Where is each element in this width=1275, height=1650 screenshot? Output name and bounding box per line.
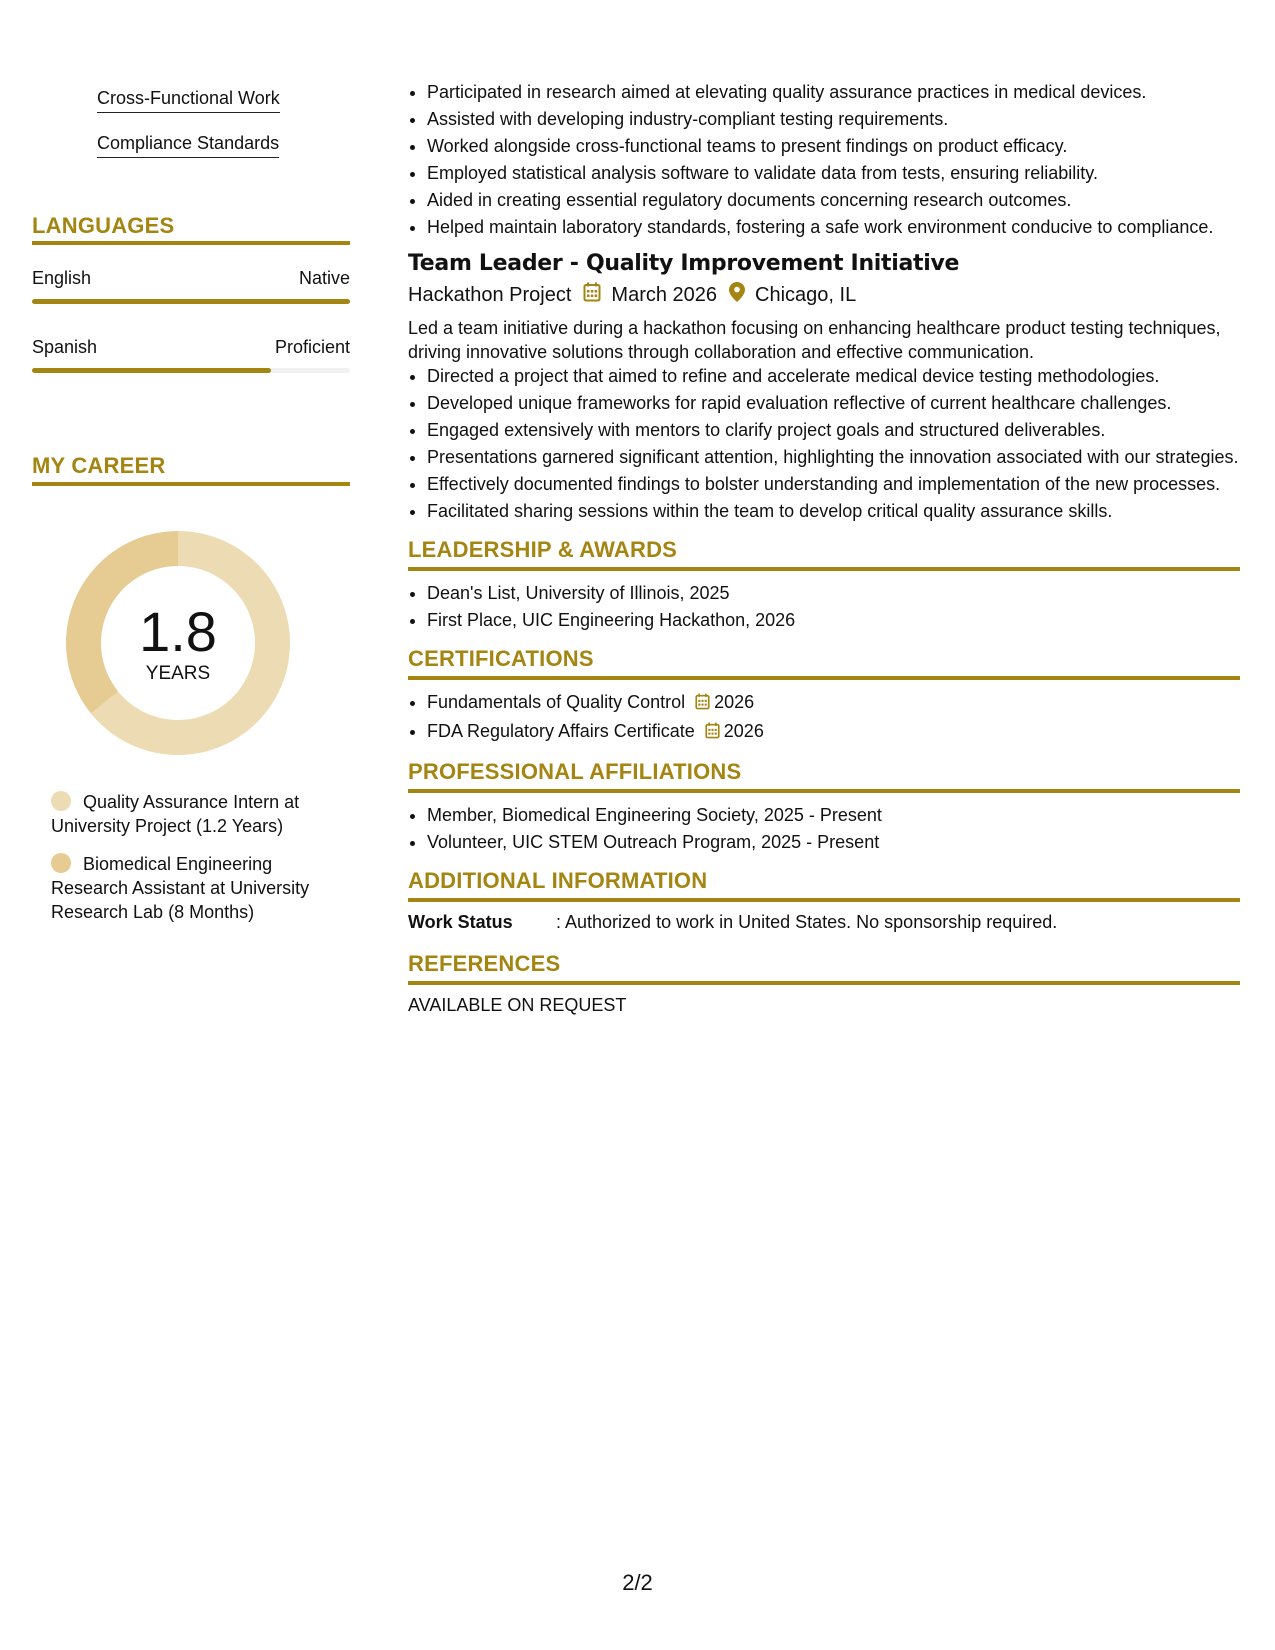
certification-year: 2026 [714, 692, 755, 712]
bullet-item: • Employed statistical analysis software to validate data from tests, ensuring reliability. [427, 161, 1240, 185]
main-content [408, 80, 1240, 1016]
references-section [408, 951, 1240, 1016]
bullet-item: • Presentations garnered significant attention, highlighting the innovation associated with our strategies. [427, 445, 1240, 469]
section-divider [408, 789, 1240, 793]
section-divider [32, 241, 350, 245]
section-title: CERTIFICATIONS [408, 646, 594, 671]
section-title: REFERENCES [408, 951, 561, 976]
experience-bullets [408, 80, 1240, 239]
work-status-row [408, 912, 1240, 933]
calendar-icon [705, 721, 720, 745]
additional-section [408, 868, 1240, 933]
references-text: AVAILABLE ON REQUEST [408, 995, 627, 1015]
section-divider [408, 981, 1240, 985]
work-status-value: : Authorized to work in United States. No sponsorship required. [556, 912, 1058, 932]
certifications-section [408, 646, 1240, 745]
job-meta [408, 282, 1240, 308]
page-number: 2/2 [622, 1570, 653, 1595]
section-title: ADDITIONAL INFORMATION [408, 868, 708, 893]
legend-label: Biomedical Engineering Research Assistant at University Research Lab (8 Months) [51, 854, 310, 922]
certifications-list [408, 690, 1240, 745]
languages-title: LANGUAGES [32, 213, 175, 238]
certification-name: FDA Regulatory Affairs Certificate [427, 721, 695, 741]
language-bar [32, 299, 350, 304]
job-entry [408, 251, 1240, 523]
language-level: Proficient [274, 337, 350, 357]
leadership-section [408, 537, 1240, 632]
section-divider [32, 482, 350, 486]
legend-dot [51, 791, 71, 811]
bullet-item: • Directed a project that aimed to refine and accelerate medical device testing methodologies. [427, 364, 1240, 388]
calendar-icon [695, 692, 710, 716]
bullet-item: • Developed unique frameworks for rapid evaluation reflective of current healthcare challenges. [427, 391, 1240, 415]
career-total-years: 1.8 [139, 600, 217, 663]
work-status-label: Work Status [408, 912, 513, 932]
bullet-item: • Member, Biomedical Engineering Society, 2025 - Present [427, 803, 1240, 827]
job-title: Team Leader - Quality Improvement Initiative [408, 251, 960, 276]
language-name: English [32, 268, 92, 288]
career-years-label: YEARS [145, 663, 211, 684]
job-location: Chicago, IL [755, 283, 857, 306]
certification-name: Fundamentals of Quality Control [427, 692, 686, 712]
bullet-item: • Worked alongside cross-functional teams to present findings on product efficacy. [427, 134, 1240, 158]
language-name: Spanish [32, 337, 98, 357]
job-organization: Hackathon Project [408, 283, 572, 306]
job-description: Led a team initiative during a hackathon focusing on enhancing healthcare product testing techniques, driving innovative solutions through collaboration and effective communication. [408, 318, 1221, 362]
section-divider [408, 898, 1240, 902]
bullet-item: • Volunteer, UIC STEM Outreach Program, 2025 - Present [427, 830, 1240, 854]
bullet-item: • Facilitated sharing sessions within the team to develop critical quality assurance skills. [427, 499, 1240, 523]
job-bullets [408, 364, 1240, 523]
job-date: March 2026 [611, 283, 718, 306]
leadership-list [408, 581, 1240, 632]
language-bar [32, 368, 350, 373]
career-title: MY CAREER [32, 453, 166, 478]
section-title: PROFESSIONAL AFFILIATIONS [408, 759, 742, 784]
language-level: Native [298, 268, 350, 288]
bullet-item: • Participated in research aimed at elevating quality assurance practices in medical devices. [427, 80, 1240, 104]
career-legend-item [51, 852, 341, 924]
certification-item [427, 690, 1240, 716]
career-legend-item [51, 790, 341, 838]
affiliations-section [408, 759, 1240, 854]
bullet-item: • Effectively documented findings to bolster understanding and implementation of the new processes. [427, 472, 1240, 496]
legend-label: Quality Assurance Intern at University Project (1.2 Years) [51, 792, 300, 836]
language-bar-fill [32, 368, 271, 373]
language-bar-fill [32, 299, 350, 304]
bullet-item: • Dean's List, University of Illinois, 2025 [427, 581, 1240, 605]
section-title: LEADERSHIP & AWARDS [408, 537, 678, 562]
skill-tag: Compliance Standards [97, 133, 279, 158]
map-pin-icon [729, 282, 745, 308]
section-divider [408, 567, 1240, 571]
affiliations-list [408, 803, 1240, 854]
bullet-item: • Helped maintain laboratory standards, fostering a safe work environment conducive to compliance. [427, 215, 1240, 239]
bullet-item: • Assisted with developing industry-compliant testing requirements. [427, 107, 1240, 131]
certification-year: 2026 [723, 721, 764, 741]
calendar-icon [583, 282, 601, 308]
certification-item [427, 719, 1240, 745]
section-divider [408, 676, 1240, 680]
bullet-item: • Engaged extensively with mentors to clarify project goals and structured deliverables. [427, 418, 1240, 442]
bullet-item: • First Place, UIC Engineering Hackathon, 2026 [427, 608, 1240, 632]
bullet-item: • Aided in creating essential regulatory documents concerning research outcomes. [427, 188, 1240, 212]
skill-tag: Cross-Functional Work [97, 88, 280, 113]
legend-dot [51, 853, 71, 873]
